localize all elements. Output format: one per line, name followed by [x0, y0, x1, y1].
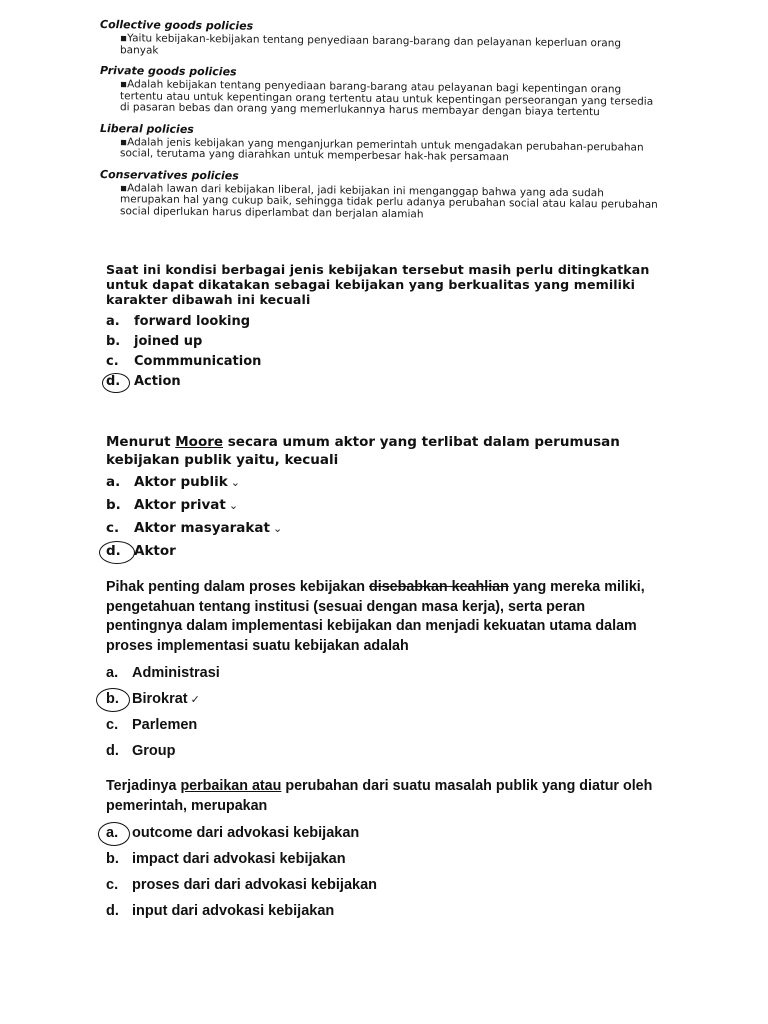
- question-text-part: yang mereka miliki, pengetahuan tentang institusi (sesuai dengan masa kerja), serta peran pentingnya dalam implementasi kebijakan dan menjadi kekuatan utama dalam proses implementasi suatu kebijakan adalah: [106, 579, 645, 654]
- option-label: Group: [132, 743, 176, 759]
- option-letter: c.: [106, 520, 120, 536]
- option-letter: d.: [106, 374, 121, 389]
- option-letter: d.: [106, 903, 119, 919]
- option-letter: b.: [106, 497, 121, 513]
- question-text-part: secara umum aktor yang terlibat dalam perumusan kebijakan publik yaitu, kecuali: [106, 434, 620, 468]
- option-label: Birokrat: [132, 691, 188, 707]
- option-label: Administrasi: [132, 665, 220, 681]
- definition-heading: Collective goods policies: [100, 18, 254, 33]
- definition-heading: Liberal policies: [100, 121, 194, 136]
- option-label: Aktor: [134, 543, 176, 559]
- policy-definitions: [100, 18, 660, 231]
- option-b: [106, 846, 666, 872]
- option-letter: a.: [106, 825, 119, 841]
- option-c: [106, 712, 661, 738]
- answer-circle-mark: [102, 373, 130, 393]
- definition-text: Adalah lawan dari kebijakan liberal, jadi kebijakan ini menganggap bahwa yang ada sudah merupakan hal yang cukup baik, sehingga tidak perlu adanya perubahan social atau kalau perubahan social diperlukan harus diperlambat dan berjalan alamiah: [120, 181, 658, 220]
- tick-mark-icon: ⌄: [272, 522, 283, 535]
- option-label: Aktor masyarakat: [134, 520, 270, 536]
- option-a: [106, 312, 651, 332]
- option-letter: a.: [106, 314, 120, 329]
- check-mark-icon: ✓: [190, 694, 200, 706]
- option-label: Aktor publik: [134, 474, 228, 490]
- question-text: [106, 777, 666, 816]
- question-text: [106, 433, 656, 469]
- definition-text: Adalah kebijakan tentang penyediaan barang-barang atau pelayanan bagi kepentingan orang tertentu atau untuk kepentingan orang tertentu atau untuk kepentingan perseorangan yang tersedia di pasaran bebas dan orang yang memerlukannya harus membayar dengan biaya tertentu: [120, 78, 654, 119]
- option-b: [106, 332, 651, 352]
- answer-circle-mark: [98, 822, 130, 846]
- option-label: outcome dari advokasi kebijakan: [132, 825, 360, 841]
- definition-body: ▪Adalah lawan dari kebijakan liberal, jadi kebijakan ini menganggap bahwa yang ada sudah merupakan hal yang cukup baik, sehingga tidak perlu adanya perubahan social atau kalau perubahan social diperlukan harus diperlambat dan berjalan alamiah: [120, 181, 658, 220]
- question-3: [106, 578, 661, 764]
- option-d: [106, 898, 666, 924]
- question-text-part: perubahan dari suatu masalah publik yang diatur oleh pemerintah, merupakan: [106, 778, 653, 814]
- option-label: impact dari advokasi kebijakan: [132, 851, 346, 867]
- option-letter: a.: [106, 474, 121, 490]
- option-b: [106, 494, 656, 517]
- answer-options: [106, 471, 656, 563]
- option-letter: d.: [106, 743, 119, 759]
- option-letter: c.: [106, 354, 119, 369]
- option-b: [106, 686, 661, 712]
- option-label: input dari advokasi kebijakan: [132, 903, 335, 919]
- option-letter: c.: [106, 877, 119, 893]
- question-2: [106, 433, 656, 563]
- option-label: joined up: [134, 334, 203, 349]
- option-a: [106, 820, 666, 846]
- question-text-part: Terjadinya: [106, 778, 181, 794]
- option-d: [106, 540, 656, 563]
- option-letter: c.: [106, 717, 119, 733]
- underlined-author-name: Moore: [175, 434, 224, 450]
- struck-through-text: disebabkan keahlian: [369, 579, 509, 595]
- option-letter: d.: [106, 543, 121, 559]
- question-text-part: Menurut: [106, 434, 176, 450]
- option-a: [106, 471, 656, 494]
- definition-heading: Private goods policies: [100, 64, 237, 79]
- answer-options: [106, 660, 661, 764]
- option-label: Action: [134, 374, 181, 389]
- question-4: [106, 777, 666, 924]
- question-1: [106, 262, 651, 392]
- question-text: [106, 578, 661, 656]
- option-letter: b.: [106, 334, 121, 349]
- option-c: [106, 872, 666, 898]
- question-text-part: Pihak penting dalam proses kebijakan: [106, 579, 369, 595]
- option-letter: b.: [106, 691, 119, 707]
- definition-text: Yaitu kebijakan-kebijakan tentang penyediaan barang-barang dan pelayanan keperluan orang banyak: [120, 32, 622, 57]
- underlined-text: perbaikan atau: [180, 778, 282, 794]
- definition-body: ▪Adalah kebijakan tentang penyediaan barang-barang atau pelayanan bagi kepentingan orang tertentu atau untuk kepentingan orang tertentu atau untuk kepentingan perseorangan yang tersedia di pasaran bebas dan orang yang memerlukannya harus membayar dengan biaya tertentu: [120, 78, 654, 119]
- definition-body: ▪Yaitu kebijakan-kebijakan tentang penyediaan barang-barang dan pelayanan keperluan orang banyak: [120, 32, 622, 57]
- option-letter: a.: [106, 665, 119, 681]
- definition-body: ▪Adalah jenis kebijakan yang menganjurkan pemerintah untuk mengadakan perubahan-perubahan social, terutama yang diarahkan untuk memperbesar hak-hak persamaan: [120, 135, 644, 164]
- option-d: [106, 372, 651, 392]
- option-d: [106, 738, 661, 764]
- option-label: proses dari dari advokasi kebijakan: [132, 877, 378, 893]
- option-label: Aktor privat: [134, 497, 226, 513]
- option-a: [106, 660, 661, 686]
- option-letter: b.: [106, 851, 119, 867]
- option-label: Commmunication: [134, 354, 262, 369]
- option-label: forward looking: [134, 314, 251, 329]
- question-text: Saat ini kondisi berbagai jenis kebijakan tersebut masih perlu ditingkatkan untuk dapat dikatakan sebagai kebijakan yang berkualitas yang memiliki karakter dibawah ini kecuali: [106, 262, 650, 307]
- option-label: Parlemen: [132, 717, 198, 733]
- option-c: [106, 352, 651, 372]
- tick-mark-icon: ⌄: [230, 476, 240, 489]
- definition-heading: Conservatives policies: [100, 167, 239, 182]
- definition-text: Adalah jenis kebijakan yang menganjurkan pemerintah untuk mengadakan perubahan-perubahan social, terutama yang diarahkan untuk memperbesar hak-hak persamaan: [120, 135, 644, 164]
- option-c: [106, 517, 656, 540]
- answer-options: [106, 312, 651, 392]
- answer-options: [106, 820, 666, 924]
- tick-mark-icon: ⌄: [228, 499, 239, 512]
- answer-circle-mark: [96, 688, 130, 712]
- answer-circle-mark: [99, 541, 135, 564]
